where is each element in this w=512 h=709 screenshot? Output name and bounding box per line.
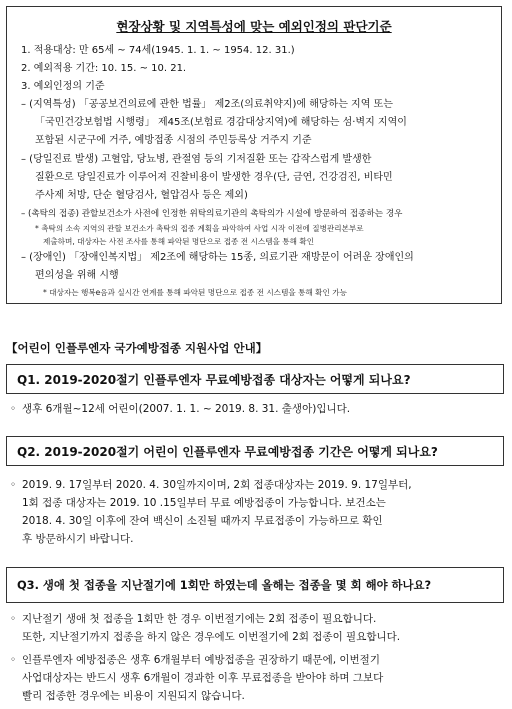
- criteria-line: – (장애인) 「장애인복지법」 제2조에 해당하는 15종, 의료기관 재방문이 어려운 장애인의: [21, 252, 414, 263]
- answer-line: 빨리 접종한 경우에는 비용이 지원되지 않습니다.: [22, 690, 245, 702]
- criteria-line: 1. 적용대상: 만 65세 ~ 74세(1945. 1. 1. ~ 1954. 12. 31.): [21, 45, 295, 56]
- criteria-note: * 대상자는 행복e음과 실시간 연계를 통해 파악된 명단으로 접종 전 시스템을 통해 확인 가능: [43, 288, 347, 297]
- answer-line: 또한, 지난절기까지 접종을 하지 않은 경우에도 이번절기에 2회 접종이 필요합니다.: [22, 631, 401, 643]
- bullet-icon: ◦: [10, 613, 17, 625]
- bullet-icon: ◦: [10, 403, 17, 415]
- criteria-line: 「국민건강보험법 시행령」 제45조(보험료 경감대상지역)에 해당하는 섬·벽지 지역이: [35, 117, 407, 128]
- question-text: Q2. 2019-2020절기 어린이 인플루엔자 무료예방접종 기간은 어떻게 되나요?: [17, 444, 438, 459]
- criteria-box: [6, 6, 502, 304]
- answer-line: 생후 6개월~12세 어린이(2007. 1. 1. ~ 2019. 8. 31. 출생아)입니다.: [22, 403, 351, 415]
- criteria-note: * 촉탁의 소속 지역의 관할 보건소가 촉탁의 접종 계획을 파악하여 사업 시작 이전에 질병관리본부로: [35, 224, 364, 233]
- question-text: Q1. 2019-2020절기 인플루엔자 무료예방접종 대상자는 어떻게 되나요?: [17, 372, 411, 387]
- bullet-icon: ◦: [10, 654, 17, 666]
- answer-item: [10, 611, 376, 628]
- section-title: 【어린이 인플루엔자 국가예방접종 지원사업 안내】: [6, 341, 268, 355]
- bullet-icon: ◦: [10, 479, 17, 491]
- answer-line: 2019. 9. 17일부터 2020. 4. 30일까지이며, 2회 접종대상자는 2019. 9. 17일부터,: [22, 479, 412, 491]
- answer-item: [10, 401, 350, 418]
- criteria-note: 제출하며, 대상자는 사전 조사를 통해 파악된 명단으로 접종 전 시스템을 통해 확인: [43, 237, 315, 246]
- criteria-line: – (당일진료 발생) 고혈압, 당뇨병, 관절염 등의 기저질환 또는 갑작스럽게 발생한: [21, 154, 372, 165]
- criteria-line: 편의성을 위해 시행: [35, 270, 119, 281]
- question-box: [6, 567, 504, 603]
- criteria-line: – (촉탁의 접종) 관할보건소가 사전에 인정한 위탁의료기관의 촉탁의가 시설에 방문하여 접종하는 경우: [21, 209, 403, 219]
- answer-line: 사업대상자는 반드시 생후 6개월이 경과한 이후 무료접종을 받아야 하며 그보다: [22, 672, 384, 684]
- answer-line: 2018. 4. 30일 이후에 잔여 백신이 소진될 때까지 무료접종이 가능하므로 확인: [22, 515, 383, 527]
- criteria-line: – (지역특성) 「공공보건의료에 관한 법률」 제2조(의료취약지)에 해당하는 지역 또는: [21, 99, 393, 110]
- answer-line: 인플루엔자 예방접종은 생후 6개월부터 예방접종을 권장하기 때문에, 이번절기: [22, 654, 380, 666]
- question-box: [6, 364, 504, 394]
- answer-line: 1회 접종 대상자는 2019. 10 .15일부터 무료 예방접종이 가능합니다. 보건소는: [22, 497, 386, 509]
- answer-item: [10, 477, 412, 494]
- criteria-line: 질환으로 당일진료가 이루어져 진찰비용이 발생한 경우(단, 금연, 건강검진, 비타민: [35, 172, 393, 183]
- criteria-line: 2. 예외적용 기간: 10. 15. ~ 10. 21.: [21, 63, 187, 74]
- question-box: [6, 436, 504, 466]
- answer-line: 지난절기 생애 첫 접종을 1회만 한 경우 이번절기에는 2회 접종이 필요합니다.: [22, 613, 377, 625]
- answer-item: [10, 652, 380, 669]
- answer-line: 후 방문하시기 바랍니다.: [22, 533, 134, 545]
- criteria-line: 주사제 처방, 단순 혈당검사, 혈압검사 등은 제외): [35, 190, 248, 201]
- question-text: Q3. 생애 첫 접종을 지난절기에 1회만 하였는데 올해는 접종을 몇 회 해야 하나요?: [17, 578, 432, 592]
- criteria-title: 현장상황 및 지역특성에 맞는 예외인정의 판단기준: [116, 19, 392, 34]
- criteria-line: 3. 예외인정의 기준: [21, 81, 105, 92]
- criteria-line: 포함된 시군구에 거주, 예방접종 시점의 주민등록상 거주지 기준: [35, 135, 312, 146]
